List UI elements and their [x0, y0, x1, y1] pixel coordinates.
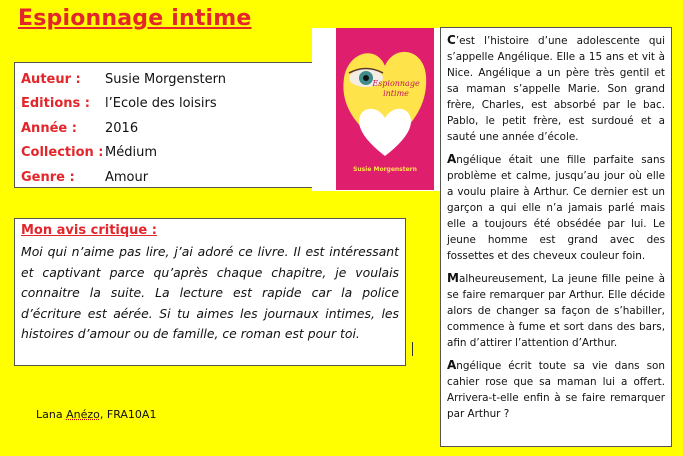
info-label: Editions : [21, 96, 90, 112]
summary-paragraph [447, 32, 665, 145]
cover-author: Susie Morgenstern [353, 166, 417, 173]
credit-class: , FRA10A1 [99, 408, 157, 421]
cover-title-line2: intime [383, 89, 409, 98]
drop-letter: C [447, 33, 456, 47]
info-value: l’Ecole des loisirs [105, 96, 217, 112]
review-heading: Mon avis critique : [21, 223, 157, 238]
summary-box [440, 27, 672, 447]
info-value: Susie Morgenstern [105, 71, 227, 87]
summary-paragraph [447, 357, 665, 422]
paragraph-text: alheureusement, La jeune fille peine à se faire remarquer par Arthur. Elle décide alors de changer sa façon de s’habiller, commence à fume et sort dans des bars, afin d’attirer l’attention d’Arthur. [447, 273, 665, 349]
info-value: 2016 [105, 120, 139, 136]
paragraph-text: ngélique écrit toute sa vie dans son cahier rose que sa maman lui a offert. Arrivera-t-elle enfin à se faire remarquer par Arthur ? [447, 360, 665, 420]
drop-letter: A [447, 152, 457, 166]
book-cover [336, 28, 434, 190]
info-label: Année : [21, 120, 77, 136]
review-box [14, 218, 406, 366]
drop-letter: A [447, 358, 457, 372]
info-label: Genre : [21, 169, 75, 185]
paragraph-text: ngélique était une fille parfaite sans problème et calme, jusqu’au jour où elle a voulu plaire à Arthur. Ce dernier est un garçon a qui elle n’a jamais parlé mais elle a toujours été obsédée par lui. Le jeune homme est grand avec des fossettes et des cheveux couleur foin. [447, 154, 665, 262]
info-label: Collection : [21, 145, 104, 161]
info-row-year [21, 116, 325, 141]
info-value: Amour [105, 169, 149, 185]
book-info-box [14, 62, 332, 188]
info-row-genre [21, 165, 325, 190]
info-row-publisher [21, 92, 325, 117]
info-row-collection [21, 141, 325, 166]
credit-first-name: Lana [36, 408, 63, 421]
drop-letter: M [447, 271, 459, 285]
info-label: Auteur : [21, 71, 81, 87]
page-title: Espionnage intime [18, 6, 252, 31]
info-value: Médium [105, 145, 157, 161]
cover-title-line1: Espionnage [372, 79, 420, 88]
credit-last-name: Anézo [66, 408, 100, 421]
paragraph-text: ’est l’histoire d’une adolescente qui s’appelle Angélique. Elle a 15 ans et vit à Nice. Angélique a un père très gentil et sa maman s’appelle Marie. Son grand frère, Charles, est absorbé par le bac. Pablo, le petit frère, est surdoué et a sauté une année d’école. [447, 35, 665, 143]
info-row-author [21, 67, 325, 92]
summary-paragraph [447, 151, 665, 264]
author-credit [36, 408, 156, 421]
text-cursor [412, 342, 413, 356]
summary-paragraph [447, 270, 665, 351]
review-text: Moi qui n’aime pas lire, j’ai adoré ce livre. Il est intéressant et captivant parce qu’après chaque chapitre, je voulais connaitre la suite. La lecture est rapide car la police d’écriture est aérée. Si tu aimes les journaux intimes, les histoires d’amour ou de famille, ce roman est pour toi. [21, 244, 399, 341]
